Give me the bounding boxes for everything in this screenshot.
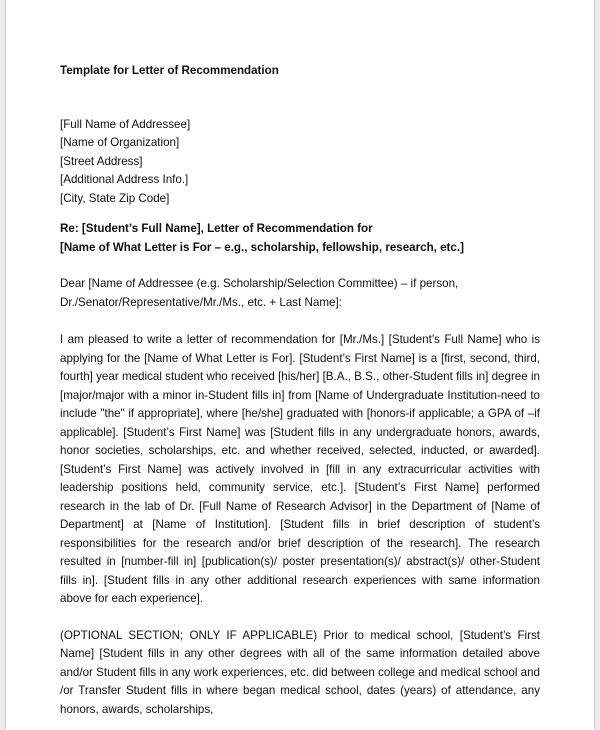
body-paragraph-1: I am pleased to write a letter of recommendation for [Mr./Ms.] [Student’s Full Name] who is applying for the [Name of What Letter is For]. [Student’s First Name] is a [first, second, third, fourth] year medical student who received [his/her] [B.A., B.S., other-Student fills in] degree in [major/major with a minor in-Student fills in] from [Name of Undergraduate Institution-need to include "the" if appropriate], where [he/she] graduated with [honors-if applicable; a GPA of –if applicable]. [Student’s First Name] was [Student fills in any undergraduate honors, awards, honor societies, scholarships, etc. and whether received, selected, inducted, or awarded]. [Student’s First Name] was actively involved in [fill in any extracurricular activities with leadership positions held, community service, etc.]. [Student’s First Name] performed research in the lab of Dr. [Full Name of Research Advisor] in the Department of [Name of Department] at [Name of Institution]. [Student fills in brief description of student’s responsibilities for the research and/or brief description of the research]. The research resulted in [number-fill in] [publication(s)/ poster presentation(s)/ abstract(s)/ other-Student fills in]. [Student fills in any other additional research experiences with same information above for each experience].: [60, 333, 540, 605]
address-line: [Additional Address Info.]: [60, 173, 189, 186]
document-title: Template for Letter of Recommendation: [60, 64, 279, 77]
subject-line-1: Re: [Student’s Full Name], Letter of Recommendation for: [60, 222, 373, 235]
letter-content: [60, 62, 540, 719]
address-block: [60, 116, 540, 209]
address-line: [Name of Organization]: [60, 136, 180, 149]
subject-line: [60, 220, 540, 257]
address-line: [Street Address]: [60, 154, 143, 168]
salutation-line-2: Dr./Senator/Representative/Mr./Ms., etc. + Last Name]:: [60, 295, 342, 309]
salutation: [60, 275, 540, 312]
address-line: [Full Name of Addressee]: [60, 117, 191, 131]
subject-line-2: [Name of What Letter is For – e.g., scholarship, fellowship, research, etc.]: [60, 240, 464, 254]
salutation-line-1: Dear [Name of Addressee (e.g. Scholarship/Selection Committee) – if person,: [60, 277, 459, 290]
address-line: [City, State Zip Code]: [60, 191, 170, 205]
document-page: [6, 0, 594, 730]
body-paragraph-2: (OPTIONAL SECTION; ONLY IF APPLICABLE) Prior to medical school, [Student’s First Name] [Student fills in any other degrees with all of the same information detailed above and/or Student fills in any work experiences, etc. did between college and medical school and /or Transfer Student fills in where began medical school, dates (years) of attendance, any honors, awards, scholarships,: [60, 628, 540, 716]
